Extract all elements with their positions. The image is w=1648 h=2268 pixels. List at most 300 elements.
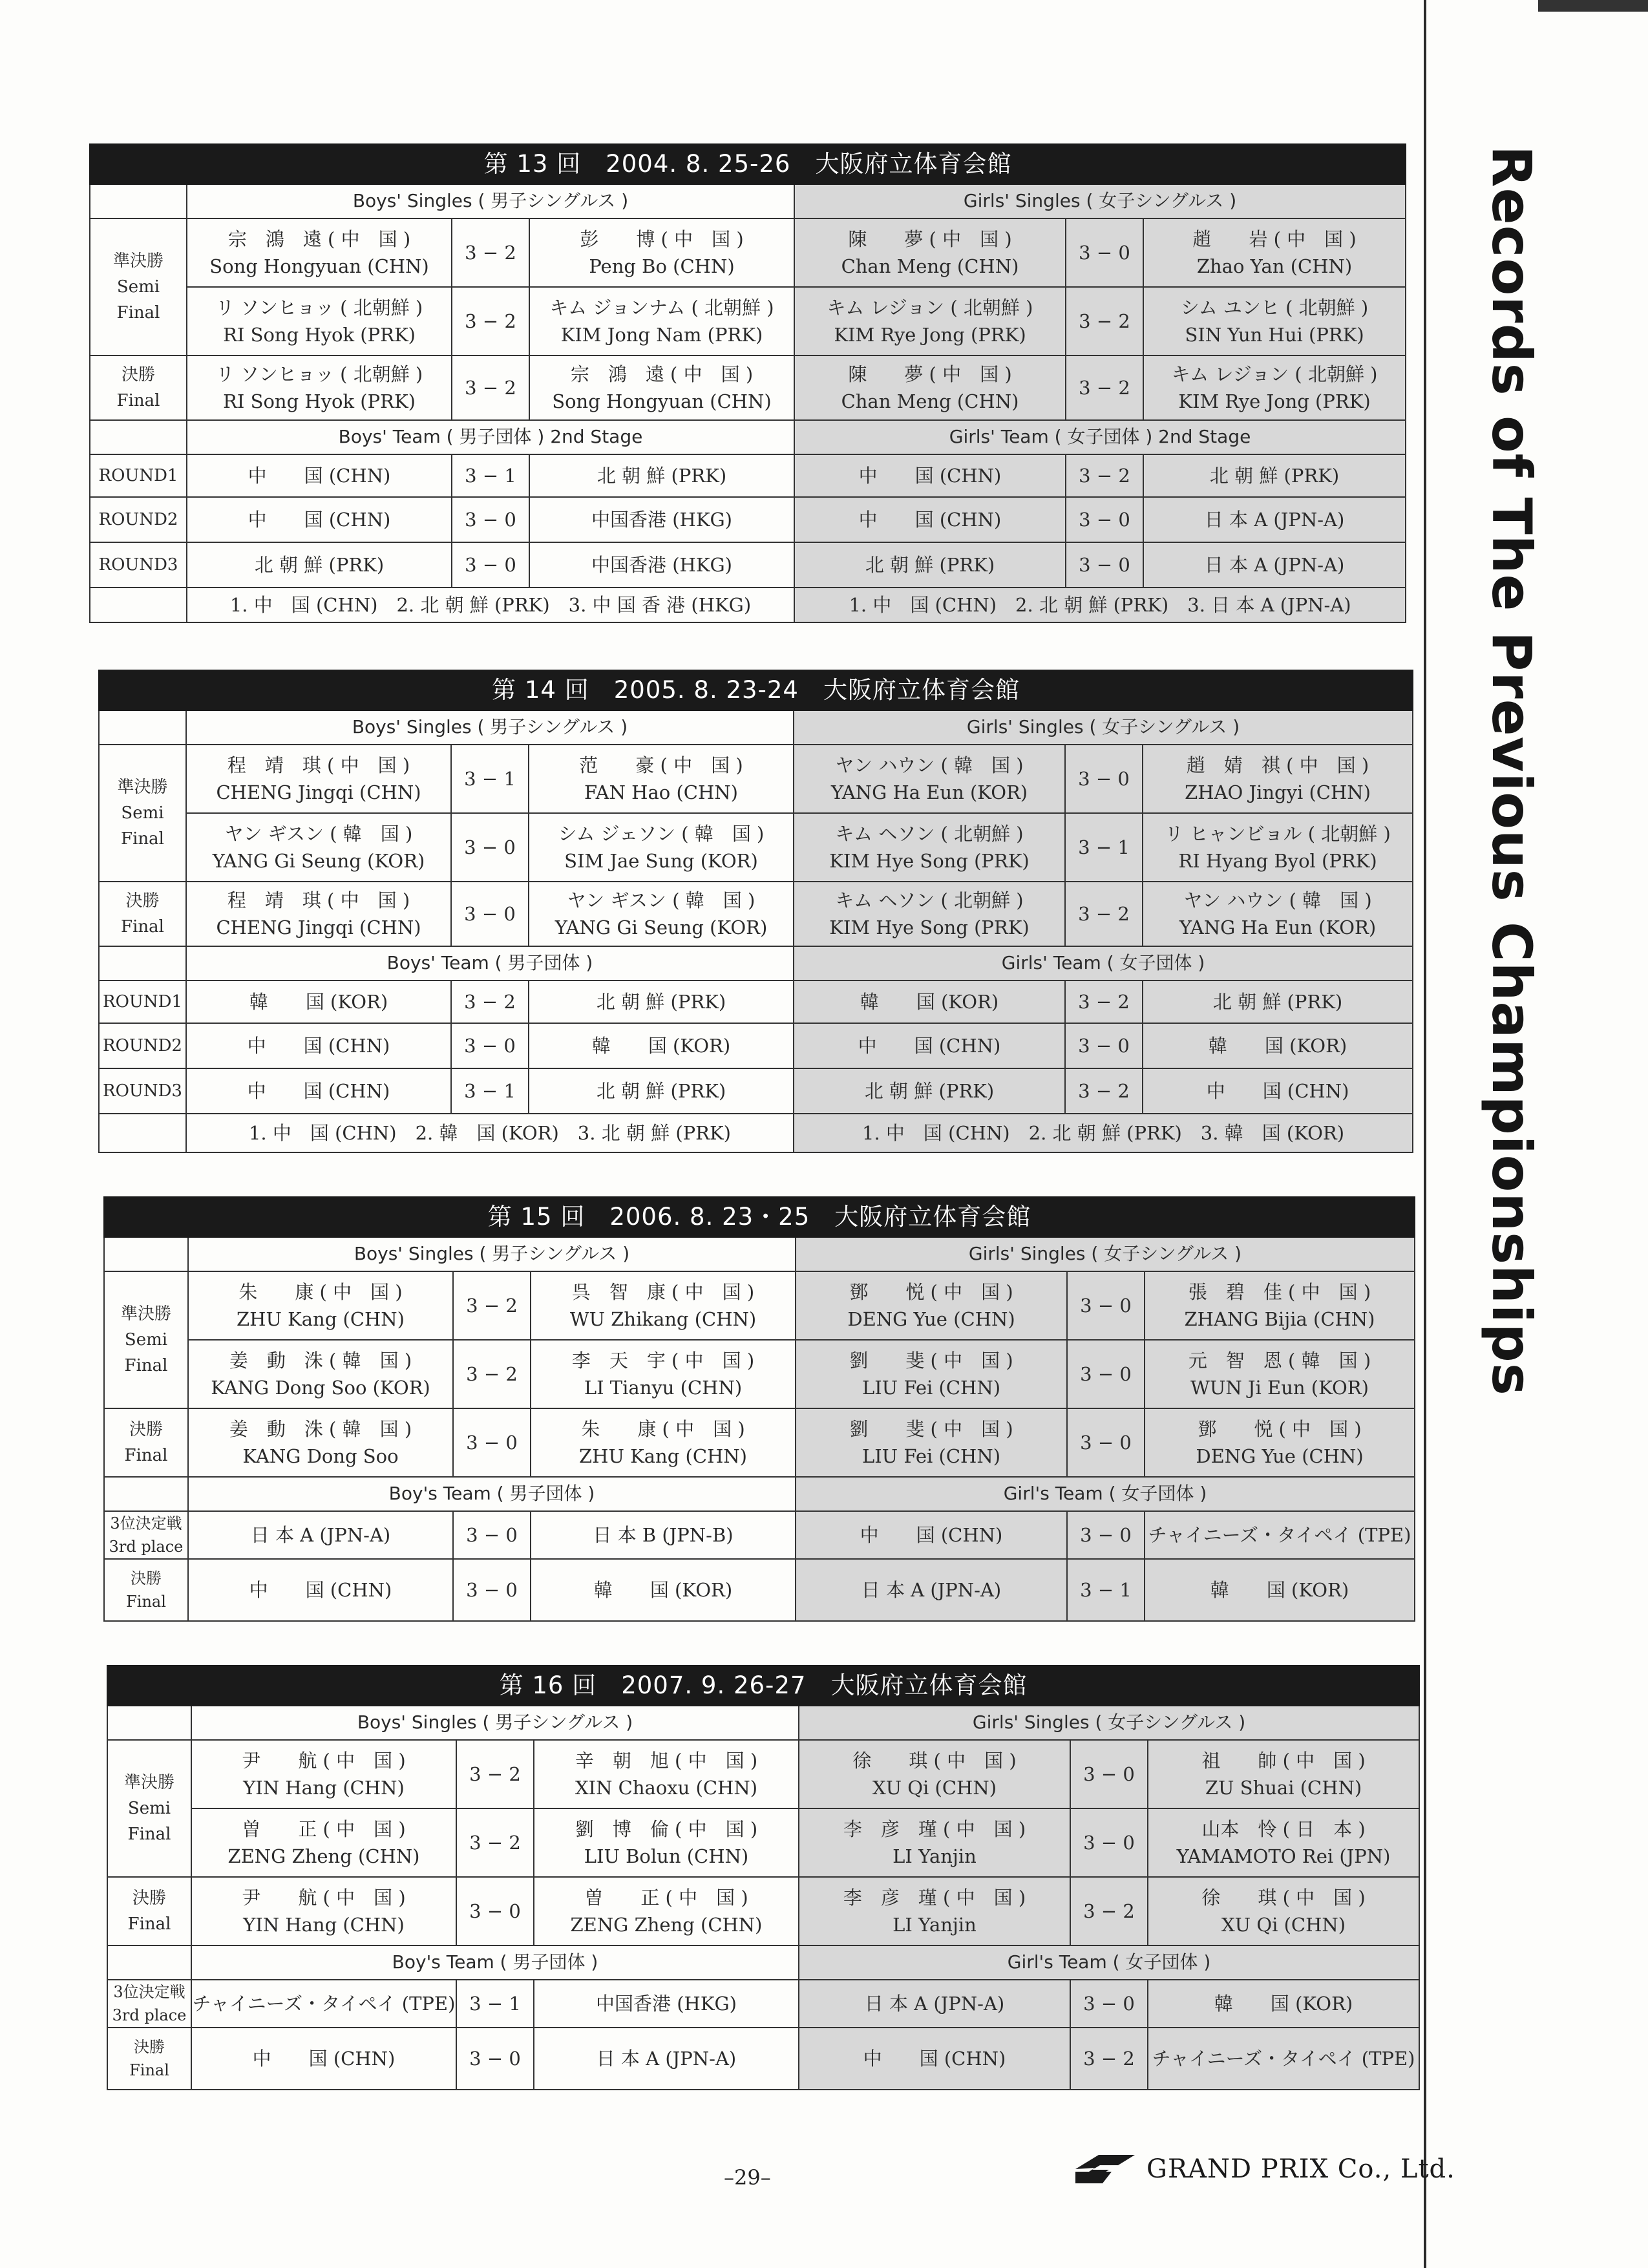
girls-player-a xyxy=(796,1340,1067,1408)
player-name: シム ユンヒ ( 北朝鮮 ) xyxy=(1180,296,1369,319)
singles-match-row xyxy=(99,745,1413,813)
boys-team-b: 北 朝 鮮 (PRK) xyxy=(529,980,794,1023)
player-name-en: ZHAO Jingyi (CHN) xyxy=(1185,781,1371,803)
player-name: 程 靖 琪 ( 中 国 ) xyxy=(227,754,410,776)
player-name: 劉 斐 ( 中 国 ) xyxy=(849,1349,1013,1372)
round-label: 決勝 Final xyxy=(121,891,164,937)
girls-team-b: 北 朝 鮮 (PRK) xyxy=(1143,980,1413,1023)
singles-match-row xyxy=(90,287,1406,355)
player-name: 趙 婧 祺 ( 中 国 ) xyxy=(1186,754,1369,776)
boys-player-b xyxy=(529,813,794,882)
corner-blank xyxy=(107,1706,191,1740)
round-label: ROUND3 xyxy=(98,555,178,575)
round-label: 決勝 Final xyxy=(126,1569,166,1611)
final-label xyxy=(99,882,186,946)
round-label: 決勝 Final xyxy=(124,1419,168,1465)
player-name-en: WU Zhikang (CHN) xyxy=(569,1308,757,1330)
girls-team-b: 韓 国 (KOR) xyxy=(1143,1023,1413,1068)
girls-team-a: 日 本 A (JPN-A) xyxy=(799,1980,1070,2028)
girls-player-b xyxy=(1148,1877,1419,1945)
team-label-row xyxy=(104,1477,1415,1511)
player-name: キム ヘソン ( 北朝鮮 ) xyxy=(835,822,1024,845)
team-round-label xyxy=(104,1511,188,1559)
boys-score: 3 − 2 xyxy=(452,355,529,420)
player-name-en: LI Tianyu (CHN) xyxy=(584,1377,743,1399)
corner-blank xyxy=(90,588,187,622)
girls-team-a: 北 朝 鮮 (PRK) xyxy=(794,542,1066,588)
player-name-en: YANG Gi Seung (KOR) xyxy=(555,917,768,938)
girls-standings: 1. 中 国 (CHN) 2. 北 朝 鮮 (PRK) 3. 韓 国 (KOR) xyxy=(794,1114,1413,1152)
boys-singles-label: Boys' Singles ( 男子シングルス ) xyxy=(188,1237,796,1271)
boys-team-b: 北 朝 鮮 (PRK) xyxy=(529,1068,794,1114)
girls-player-b xyxy=(1143,745,1413,813)
boys-player-b xyxy=(529,355,794,420)
boys-score: 3 − 1 xyxy=(451,745,529,813)
boys-team-score: 3 − 1 xyxy=(452,454,529,497)
girls-player-a xyxy=(794,882,1065,946)
boys-singles-label: Boys' Singles ( 男子シングルス ) xyxy=(187,184,794,218)
girls-player-a xyxy=(794,287,1066,355)
boys-team-a: 中 国 (CHN) xyxy=(188,1559,453,1621)
brand-name: GRAND PRIX Co., Ltd. xyxy=(1146,2154,1455,2184)
boys-player-b xyxy=(529,287,794,355)
singles-label-row xyxy=(104,1237,1415,1271)
round-label: ROUND2 xyxy=(103,1035,182,1055)
brand-footer xyxy=(1073,2152,1455,2186)
player-name-en: Song Hongyuan (CHN) xyxy=(552,390,772,412)
player-name: 朱 康 ( 中 国 ) xyxy=(581,1417,745,1440)
team-round-label xyxy=(99,1068,186,1114)
boys-score: 3 − 2 xyxy=(453,1271,531,1340)
team-round-label xyxy=(107,2028,191,2090)
corner-blank xyxy=(90,420,187,454)
team-round-label xyxy=(99,980,186,1023)
boys-team-score: 3 − 1 xyxy=(451,1068,529,1114)
girls-player-b xyxy=(1145,1408,1415,1477)
boys-player-a xyxy=(186,882,451,946)
player-name-en: LIU Bolun (CHN) xyxy=(584,1845,749,1867)
girls-team-b: 日 本 A (JPN-A) xyxy=(1143,497,1406,542)
girls-team-a: 北 朝 鮮 (PRK) xyxy=(794,1068,1065,1114)
boys-team-b: 韓 国 (KOR) xyxy=(529,1023,794,1068)
girls-team-label: Girls' Team ( 女子団体 ) xyxy=(794,946,1413,980)
girls-score: 3 − 1 xyxy=(1065,813,1143,882)
girls-score: 3 − 0 xyxy=(1067,1271,1145,1340)
player-name-en: KANG Dong Soo (KOR) xyxy=(211,1377,430,1399)
singles-label-row xyxy=(107,1706,1419,1740)
boys-player-b xyxy=(531,1271,796,1340)
round-label: ROUND1 xyxy=(98,465,178,485)
boys-player-b xyxy=(531,1408,796,1477)
girls-score: 3 − 0 xyxy=(1070,1740,1148,1808)
round-label: 決勝 Final xyxy=(129,2038,169,2079)
girls-score: 3 − 0 xyxy=(1067,1340,1145,1408)
girls-team-b: チャイニーズ・タイペイ (TPE) xyxy=(1145,1511,1415,1559)
championship-table xyxy=(107,1665,1420,2090)
girls-team-score: 3 − 2 xyxy=(1070,2028,1148,2090)
championship-table xyxy=(89,143,1406,623)
player-name-en: YANG Gi Seung (KOR) xyxy=(212,850,425,872)
boys-player-a xyxy=(187,355,452,420)
boys-team-a: 中 国 (CHN) xyxy=(187,497,452,542)
player-name: 范 豪 ( 中 国 ) xyxy=(579,754,743,776)
girls-team-score: 3 − 0 xyxy=(1066,497,1143,542)
team-round-label xyxy=(107,1980,191,2028)
semi-final-label xyxy=(104,1271,188,1408)
girls-team-a: 中 国 (CHN) xyxy=(799,2028,1070,2090)
player-name: ヤン ギスン ( 韓 国 ) xyxy=(567,889,755,911)
boys-score: 3 − 2 xyxy=(456,1740,534,1808)
player-name-en: DENG Yue (CHN) xyxy=(847,1308,1015,1330)
semi-final-label xyxy=(99,745,186,882)
player-name-en: KANG Dong Soo xyxy=(242,1445,399,1467)
team-round-label xyxy=(90,542,187,588)
corner-blank xyxy=(90,184,187,218)
boys-score: 3 − 0 xyxy=(456,1877,534,1945)
player-name-en: CHENG Jingqi (CHN) xyxy=(216,781,421,803)
girls-player-a xyxy=(799,1877,1070,1945)
girls-team-b: 北 朝 鮮 (PRK) xyxy=(1143,454,1406,497)
girls-player-b xyxy=(1143,218,1406,287)
player-name: 辛 朝 旭 ( 中 国 ) xyxy=(575,1749,758,1772)
player-name-en: WUN Ji Eun (KOR) xyxy=(1190,1377,1369,1399)
player-name-en: YAMAMOTO Rei (JPN) xyxy=(1176,1845,1391,1867)
boys-player-a xyxy=(187,218,452,287)
player-name-en: LIU Fei (CHN) xyxy=(861,1377,1001,1399)
girls-team-b: 中 国 (CHN) xyxy=(1143,1068,1413,1114)
round-label: 準決勝 Semi Final xyxy=(120,1304,171,1376)
player-name: 劉 斐 ( 中 国 ) xyxy=(849,1417,1013,1440)
boys-team-label: Boys' Team ( 男子団体 ) xyxy=(186,946,794,980)
player-name-en: ZHANG Bijia (CHN) xyxy=(1184,1308,1375,1330)
player-name-en: LIU Fei (CHN) xyxy=(861,1445,1001,1467)
girls-player-b xyxy=(1143,355,1406,420)
boys-player-a xyxy=(187,287,452,355)
team-round-label xyxy=(90,454,187,497)
player-name: リ ソンヒョッ ( 北朝鮮 ) xyxy=(215,296,423,319)
girls-player-a xyxy=(796,1271,1067,1340)
player-name: 尹 航 ( 中 国 ) xyxy=(242,1749,406,1772)
team-match-row xyxy=(107,2028,1419,2090)
boys-player-a xyxy=(191,1740,456,1808)
team-match-row xyxy=(99,1023,1413,1068)
singles-match-row xyxy=(90,355,1406,420)
player-name-en: DENG Yue (CHN) xyxy=(1196,1445,1364,1467)
girls-player-a xyxy=(799,1740,1070,1808)
player-name-en: SIM Jae Sung (KOR) xyxy=(564,850,758,872)
final-label xyxy=(107,1877,191,1945)
singles-match-row xyxy=(99,882,1413,946)
player-name-en: Zhao Yan (CHN) xyxy=(1196,255,1353,277)
girls-player-b xyxy=(1143,882,1413,946)
player-name-en: XU Qi (CHN) xyxy=(1221,1914,1346,1936)
singles-match-row xyxy=(99,813,1413,882)
girls-player-a xyxy=(794,745,1065,813)
girls-singles-label: Girls' Singles ( 女子シングルス ) xyxy=(794,184,1406,218)
boys-player-b xyxy=(531,1340,796,1408)
girls-team-score: 3 − 2 xyxy=(1066,454,1143,497)
player-name: 朱 康 ( 中 国 ) xyxy=(238,1280,403,1303)
championship-table xyxy=(98,670,1413,1153)
girls-team-b: チャイニーズ・タイペイ (TPE) xyxy=(1148,2028,1419,2090)
championship-title-row xyxy=(90,144,1406,184)
girls-player-a xyxy=(794,813,1065,882)
player-name-en: FAN Hao (CHN) xyxy=(584,781,738,803)
girls-player-a xyxy=(794,355,1066,420)
round-label: 決勝 Final xyxy=(127,1888,171,1934)
boys-player-b xyxy=(529,882,794,946)
girls-team-label: Girls' Team ( 女子団体 ) 2nd Stage xyxy=(794,420,1406,454)
team-match-row xyxy=(99,980,1413,1023)
boys-player-a xyxy=(188,1340,453,1408)
team-match-row xyxy=(107,1980,1419,2028)
player-name: リ ヒャンビョル ( 北朝鮮 ) xyxy=(1165,822,1391,845)
corner-blank xyxy=(107,1945,191,1980)
player-name-en: YANG Ha Eun (KOR) xyxy=(830,781,1028,803)
team-round-label xyxy=(104,1559,188,1621)
player-name-en: ZHU Kang (CHN) xyxy=(579,1445,747,1467)
girls-team-a: 日 本 A (JPN-A) xyxy=(796,1559,1067,1621)
player-name: キム レジョン ( 北朝鮮 ) xyxy=(1171,363,1378,385)
corner-blank xyxy=(99,1114,186,1152)
player-name-en: Chan Meng (CHN) xyxy=(841,255,1019,277)
singles-match-row xyxy=(107,1740,1419,1808)
boys-team-a: チャイニーズ・タイペイ (TPE) xyxy=(191,1980,456,2028)
championship-title: 第 16 回 2007. 9. 26-27 大阪府立体育会館 xyxy=(107,1666,1419,1706)
girls-singles-label: Girls' Singles ( 女子シングルス ) xyxy=(794,710,1413,745)
girls-team-a: 中 国 (CHN) xyxy=(794,497,1066,542)
player-name: 李 天 宇 ( 中 国 ) xyxy=(571,1349,755,1372)
team-label-row xyxy=(107,1945,1419,1980)
player-name-en: CHENG Jingqi (CHN) xyxy=(216,917,421,938)
round-label: 決勝 Final xyxy=(116,365,160,410)
boys-standings: 1. 中 国 (CHN) 2. 韓 国 (KOR) 3. 北 朝 鮮 (PRK) xyxy=(186,1114,794,1152)
girls-team-score: 3 − 1 xyxy=(1067,1559,1145,1621)
standings-row xyxy=(90,588,1406,622)
final-label xyxy=(104,1408,188,1477)
girls-team-score: 3 − 0 xyxy=(1067,1511,1145,1559)
boys-singles-label: Boys' Singles ( 男子シングルス ) xyxy=(186,710,794,745)
girls-singles-label: Girls' Singles ( 女子シングルス ) xyxy=(796,1237,1415,1271)
player-name: 曽 正 ( 中 国 ) xyxy=(242,1818,406,1840)
player-name: 宗 鴻 遠 ( 中 国 ) xyxy=(227,228,411,250)
boys-team-score: 3 − 1 xyxy=(456,1980,534,2028)
girls-score: 3 − 0 xyxy=(1067,1408,1145,1477)
round-label: 準決勝 Semi Final xyxy=(117,777,168,849)
player-name: 程 靖 琪 ( 中 国 ) xyxy=(227,889,410,911)
player-name: 趙 岩 ( 中 国 ) xyxy=(1192,228,1357,250)
round-label: 準決勝 Semi Final xyxy=(112,251,164,323)
boys-team-b: 中国香港 (HKG) xyxy=(529,497,794,542)
boys-score: 3 − 2 xyxy=(453,1340,531,1408)
girls-team-a: 韓 国 (KOR) xyxy=(794,980,1065,1023)
boys-team-b: 中国香港 (HKG) xyxy=(529,542,794,588)
player-name: 徐 琪 ( 中 国 ) xyxy=(1201,1886,1366,1909)
boys-team-score: 3 − 0 xyxy=(451,1023,529,1068)
player-name: ヤン ギスン ( 韓 国 ) xyxy=(224,822,413,845)
player-name-en: RI Hyang Byol (PRK) xyxy=(1178,850,1377,872)
player-name-en: LI Yanjin xyxy=(893,1845,977,1867)
boys-team-a: 中 国 (CHN) xyxy=(187,454,452,497)
boys-team-a: 中 国 (CHN) xyxy=(191,2028,456,2090)
round-label: 準決勝 Semi Final xyxy=(123,1772,174,1845)
player-name: 祖 帥 ( 中 国 ) xyxy=(1201,1749,1366,1772)
girls-singles-label: Girls' Singles ( 女子シングルス ) xyxy=(799,1706,1419,1740)
boys-player-a xyxy=(186,813,451,882)
corner-blank xyxy=(99,710,186,745)
player-name: 陳 夢 ( 中 国 ) xyxy=(848,228,1012,250)
boys-team-b: 日 本 B (JPN-B) xyxy=(531,1511,796,1559)
boys-score: 3 − 2 xyxy=(452,218,529,287)
team-round-label xyxy=(90,497,187,542)
round-label: 3位決定戦 3rd place xyxy=(112,1983,187,2024)
girls-player-a xyxy=(796,1408,1067,1477)
player-name-en: YIN Hang (CHN) xyxy=(243,1914,405,1936)
girls-score: 3 − 2 xyxy=(1070,1877,1148,1945)
girls-team-score: 3 − 0 xyxy=(1066,542,1143,588)
girls-team-label: Girl's Team ( 女子団体 ) xyxy=(799,1945,1419,1980)
team-label-row xyxy=(90,420,1406,454)
girls-team-label: Girl's Team ( 女子団体 ) xyxy=(796,1477,1415,1511)
player-name-en: KIM Hye Song (PRK) xyxy=(829,850,1030,872)
team-match-row xyxy=(90,542,1406,588)
girls-team-b: 日 本 A (JPN-A) xyxy=(1143,542,1406,588)
boys-score: 3 − 2 xyxy=(452,287,529,355)
boys-team-a: 韓 国 (KOR) xyxy=(186,980,451,1023)
championship-title: 第 14 回 2005. 8. 23-24 大阪府立体育会館 xyxy=(99,670,1413,710)
boys-standings: 1. 中 国 (CHN) 2. 北 朝 鮮 (PRK) 3. 中 国 香 港 (HKG) xyxy=(187,588,794,622)
boys-team-a: 日 本 A (JPN-A) xyxy=(188,1511,453,1559)
boys-team-b: 韓 国 (KOR) xyxy=(531,1559,796,1621)
girls-team-a: 中 国 (CHN) xyxy=(794,1023,1065,1068)
player-name-en: YIN Hang (CHN) xyxy=(243,1777,405,1799)
boys-player-a xyxy=(186,745,451,813)
corner-blank xyxy=(104,1477,188,1511)
boys-singles-label: Boys' Singles ( 男子シングルス ) xyxy=(191,1706,799,1740)
round-label: ROUND3 xyxy=(103,1081,182,1101)
boys-player-a xyxy=(188,1408,453,1477)
player-name-en: XIN Chaoxu (CHN) xyxy=(575,1777,758,1799)
championship-title-row xyxy=(107,1666,1419,1706)
boys-team-score: 3 − 0 xyxy=(452,542,529,588)
girls-score: 3 − 0 xyxy=(1066,218,1143,287)
boys-score: 3 − 2 xyxy=(456,1808,534,1877)
boys-team-a: 北 朝 鮮 (PRK) xyxy=(187,542,452,588)
team-match-row xyxy=(90,497,1406,542)
corner-blank xyxy=(104,1237,188,1271)
girls-player-b xyxy=(1148,1740,1419,1808)
round-label: ROUND2 xyxy=(98,509,178,529)
singles-match-row xyxy=(104,1408,1415,1477)
player-name-en: KIM Rye Jong (PRK) xyxy=(834,324,1026,346)
corner-blank xyxy=(99,946,186,980)
boys-player-b xyxy=(534,1877,799,1945)
round-label: 3位決定戦 3rd place xyxy=(109,1514,184,1556)
player-name: キム レジョン ( 北朝鮮 ) xyxy=(827,296,1033,319)
boys-team-score: 3 − 0 xyxy=(456,2028,534,2090)
boys-team-b: 日 本 A (JPN-A) xyxy=(534,2028,799,2090)
player-name-en: YANG Ha Eun (KOR) xyxy=(1179,917,1377,938)
girls-score: 3 − 2 xyxy=(1065,882,1143,946)
player-name: 山本 怜 ( 日 本 ) xyxy=(1201,1818,1366,1840)
team-match-row xyxy=(104,1559,1415,1621)
girls-score: 3 − 0 xyxy=(1065,745,1143,813)
boys-player-b xyxy=(529,745,794,813)
singles-match-row xyxy=(107,1877,1419,1945)
player-name: 尹 航 ( 中 国 ) xyxy=(242,1886,406,1909)
player-name: 陳 夢 ( 中 国 ) xyxy=(848,363,1012,385)
player-name-en: KIM Hye Song (PRK) xyxy=(829,917,1030,938)
boys-team-score: 3 − 0 xyxy=(453,1559,531,1621)
player-name-en: KIM Rye Jong (PRK) xyxy=(1178,390,1371,412)
boys-team-a: 中 国 (CHN) xyxy=(186,1068,451,1114)
boys-team-label: Boy's Team ( 男子団体 ) xyxy=(188,1477,796,1511)
girls-player-a xyxy=(794,218,1066,287)
player-name: ヤン ハウン ( 韓 国 ) xyxy=(1183,889,1372,911)
player-name-en: ZU Shuai (CHN) xyxy=(1205,1777,1362,1799)
player-name: 徐 琪 ( 中 国 ) xyxy=(852,1749,1017,1772)
top-edge-bar xyxy=(1538,0,1648,12)
player-name-en: RI Song Hyok (PRK) xyxy=(223,324,416,346)
player-name-en: ZENG Zheng (CHN) xyxy=(570,1914,763,1936)
championship-table xyxy=(103,1196,1415,1622)
player-name: 劉 博 倫 ( 中 国 ) xyxy=(575,1818,758,1840)
girls-player-a xyxy=(799,1808,1070,1877)
player-name: 鄧 悦 ( 中 国 ) xyxy=(849,1280,1013,1303)
player-name: キム ヘソン ( 北朝鮮 ) xyxy=(835,889,1024,911)
player-name-en: SIN Yun Hui (PRK) xyxy=(1185,324,1364,346)
player-name: 呉 智 康 ( 中 国 ) xyxy=(571,1280,755,1303)
player-name: 鄧 悦 ( 中 国 ) xyxy=(1198,1417,1362,1440)
boys-team-label: Boys' Team ( 男子団体 ) 2nd Stage xyxy=(187,420,794,454)
singles-match-row xyxy=(90,218,1406,287)
girls-team-score: 3 − 2 xyxy=(1065,980,1143,1023)
girls-score: 3 − 2 xyxy=(1066,355,1143,420)
boys-team-score: 3 − 0 xyxy=(453,1511,531,1559)
player-name: シム ジェソン ( 韓 国 ) xyxy=(558,822,765,845)
singles-match-row xyxy=(104,1340,1415,1408)
boys-team-label: Boy's Team ( 男子団体 ) xyxy=(191,1945,799,1980)
player-name: 曽 正 ( 中 国 ) xyxy=(584,1886,748,1909)
championship-title-row xyxy=(104,1197,1415,1237)
round-label: ROUND1 xyxy=(103,991,182,1012)
player-name-en: RI Song Hyok (PRK) xyxy=(223,390,416,412)
girls-team-a: 中 国 (CHN) xyxy=(794,454,1066,497)
girls-player-b xyxy=(1145,1340,1415,1408)
player-name-en: Chan Meng (CHN) xyxy=(841,390,1019,412)
singles-label-row xyxy=(99,710,1413,745)
boys-team-b: 北 朝 鮮 (PRK) xyxy=(529,454,794,497)
player-name-en: XU Qi (CHN) xyxy=(872,1777,997,1799)
boys-score: 3 − 0 xyxy=(451,813,529,882)
team-label-row xyxy=(99,946,1413,980)
singles-match-row xyxy=(107,1808,1419,1877)
player-name: 宗 鴻 遠 ( 中 国 ) xyxy=(570,363,754,385)
boys-team-score: 3 − 2 xyxy=(451,980,529,1023)
team-match-row xyxy=(99,1068,1413,1114)
girls-team-score: 3 − 0 xyxy=(1065,1023,1143,1068)
player-name: 姜 動 洙 ( 韓 国 ) xyxy=(229,1349,412,1372)
final-label xyxy=(90,355,187,420)
boys-score: 3 − 0 xyxy=(451,882,529,946)
semi-final-label xyxy=(107,1740,191,1877)
girls-player-b xyxy=(1143,813,1413,882)
girls-player-b xyxy=(1143,287,1406,355)
player-name: 彭 博 ( 中 国 ) xyxy=(580,228,744,250)
team-match-row xyxy=(90,454,1406,497)
boys-player-a xyxy=(191,1877,456,1945)
girls-team-score: 3 − 2 xyxy=(1065,1068,1143,1114)
